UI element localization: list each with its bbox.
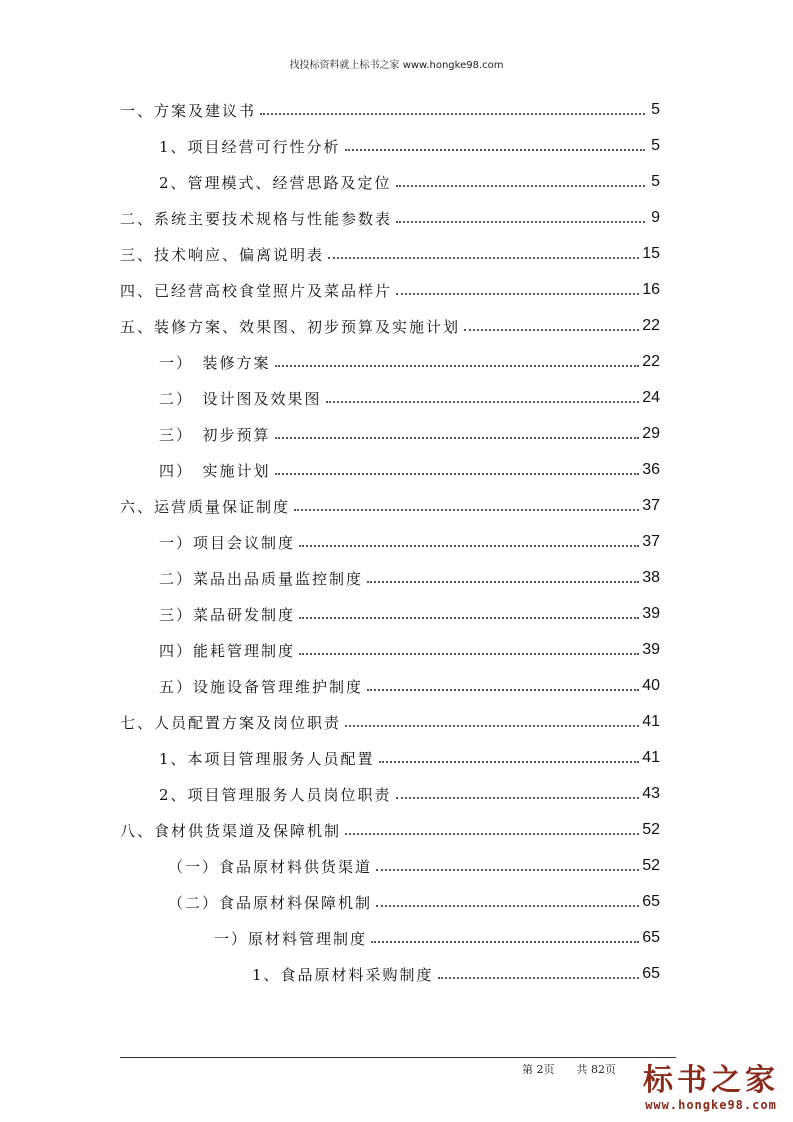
toc-entry-page: 22 — [642, 317, 660, 334]
toc-entry-label: 四、已经营高校食堂照片及菜品样片 — [120, 281, 393, 300]
dot-leader — [275, 473, 640, 475]
toc-entry-page: 37 — [642, 533, 660, 550]
toc-entry-label: 四） 实施计划 — [159, 461, 271, 480]
toc-entry-page: 65 — [642, 893, 660, 910]
toc-entry-page: 39 — [642, 641, 660, 658]
dot-leader — [376, 869, 639, 871]
dot-leader — [328, 257, 639, 259]
toc-entry[interactable] — [120, 488, 660, 524]
toc-entry-label: 一） 装修方案 — [159, 353, 271, 372]
toc-entry-label: 一）项目会议制度 — [159, 533, 296, 552]
toc-entry-label: 1、食品原材料采购制度 — [252, 965, 434, 984]
toc-entry-page: 36 — [642, 461, 660, 478]
dot-leader — [345, 149, 645, 151]
logo-url: www.hongke98.com — [645, 1098, 777, 1112]
toc-entry-page: 37 — [642, 497, 660, 514]
toc-entry-label: 三） 初步预算 — [159, 425, 271, 444]
toc-entry-page: 52 — [642, 821, 660, 838]
toc-entry[interactable] — [214, 920, 660, 956]
toc-entry-page: 52 — [642, 857, 660, 874]
toc-entry-page: 24 — [642, 389, 660, 406]
dot-leader — [299, 653, 639, 655]
dot-leader — [345, 725, 639, 727]
dot-leader — [294, 509, 639, 511]
watermark-logo — [643, 1064, 779, 1112]
toc-entry[interactable] — [159, 164, 660, 200]
toc-entry[interactable] — [159, 560, 660, 596]
dot-leader — [299, 545, 639, 547]
toc-entry-page: 5 — [651, 173, 660, 190]
toc-entry-label: 1、项目经营可行性分析 — [159, 137, 341, 156]
toc-entry[interactable] — [159, 524, 660, 560]
toc-entry[interactable] — [159, 452, 660, 488]
toc-entry-label: 2、项目管理服务人员岗位职责 — [159, 785, 392, 804]
toc-entry-label: 二） 设计图及效果图 — [159, 389, 322, 408]
toc-entry-label: 七、人员配置方案及岗位职责 — [120, 713, 342, 732]
toc-entry-label: 二）菜品出品质量监控制度 — [159, 569, 364, 588]
page-total: 共 82页 — [576, 1063, 616, 1076]
toc-entry-page: 39 — [642, 605, 660, 622]
page-number: 第 2页 — [522, 1063, 555, 1076]
footer-divider — [120, 1057, 676, 1058]
toc-entry[interactable] — [120, 200, 660, 236]
toc-entry-label: 1、本项目管理服务人员配置 — [159, 749, 375, 768]
toc-entry[interactable] — [120, 704, 660, 740]
toc-entry-label: 一）原材料管理制度 — [214, 929, 368, 948]
toc-entry-label: 八、食材供货渠道及保障机制 — [120, 821, 342, 840]
toc-entry[interactable] — [159, 596, 660, 632]
toc-entry-page: 38 — [642, 569, 660, 586]
dot-leader — [396, 221, 645, 223]
toc-entry-label: 四）能耗管理制度 — [159, 641, 296, 660]
dot-leader — [396, 185, 645, 187]
dot-leader — [464, 329, 639, 331]
dot-leader — [396, 293, 639, 295]
toc-entry-page: 29 — [642, 425, 660, 442]
dot-leader — [275, 437, 640, 439]
toc-entry-page: 5 — [651, 101, 660, 118]
dot-leader — [371, 941, 639, 943]
toc-entry[interactable] — [168, 884, 660, 920]
toc-entry-label: 二、系统主要技术规格与性能参数表 — [120, 209, 393, 228]
toc-entry-label: 五）设施设备管理维护制度 — [159, 677, 364, 696]
dot-leader — [299, 617, 639, 619]
dot-leader — [396, 797, 640, 799]
dot-leader — [275, 365, 640, 367]
toc-entry-label: 六、运营质量保证制度 — [120, 497, 291, 516]
toc-entry[interactable] — [159, 632, 660, 668]
toc-entry[interactable] — [120, 308, 660, 344]
toc-entry-label: （一）食品原材料供货渠道 — [168, 857, 373, 876]
toc-entry[interactable] — [252, 956, 660, 992]
page-header: 找投标资料就上标书之家 www.hongke98.com — [289, 60, 504, 71]
dot-leader — [379, 761, 640, 763]
toc-entry[interactable] — [159, 128, 660, 164]
page-footer — [522, 1061, 638, 1077]
toc-entry-label: 一、方案及建议书 — [120, 101, 257, 120]
toc-entry-page: 22 — [642, 353, 660, 370]
toc-entry[interactable] — [120, 92, 660, 128]
toc-entry-page: 16 — [642, 281, 660, 298]
toc-entry[interactable] — [168, 848, 660, 884]
toc-entry-page: 15 — [642, 245, 660, 262]
toc-entry[interactable] — [120, 272, 660, 308]
dot-leader — [345, 833, 639, 835]
dot-leader — [260, 113, 645, 115]
toc-entry-label: 三）菜品研发制度 — [159, 605, 296, 624]
toc-entry[interactable] — [159, 668, 660, 704]
dot-leader — [367, 581, 639, 583]
toc-entry[interactable] — [159, 740, 660, 776]
toc-entry-page: 5 — [651, 137, 660, 154]
toc-entry-page: 41 — [642, 713, 660, 730]
toc-entry-label: 五、装修方案、效果图、初步预算及实施计划 — [120, 317, 461, 336]
toc-entry[interactable] — [159, 380, 660, 416]
toc-entry-page: 65 — [642, 965, 660, 982]
toc-entry-page: 40 — [642, 677, 660, 694]
toc-entry-label: （二）食品原材料保障机制 — [168, 893, 373, 912]
toc-entry[interactable] — [159, 344, 660, 380]
dot-leader — [376, 905, 639, 907]
dot-leader — [367, 689, 639, 691]
toc-entry[interactable] — [159, 416, 660, 452]
toc-entry-page: 41 — [642, 749, 660, 766]
logo-name: 标书之家 — [643, 1063, 779, 1098]
dot-leader — [438, 977, 640, 979]
toc-entry-label: 三、技术响应、偏离说明表 — [120, 245, 325, 264]
toc-entry-page: 65 — [642, 929, 660, 946]
toc-entry-page: 9 — [651, 209, 660, 226]
toc-entry[interactable] — [120, 812, 660, 848]
toc-entry-page: 43 — [642, 785, 660, 802]
dot-leader — [326, 401, 640, 403]
toc-entry[interactable] — [120, 236, 660, 272]
toc-entry[interactable] — [159, 776, 660, 812]
toc-entry-label: 2、管理模式、经营思路及定位 — [159, 173, 392, 192]
